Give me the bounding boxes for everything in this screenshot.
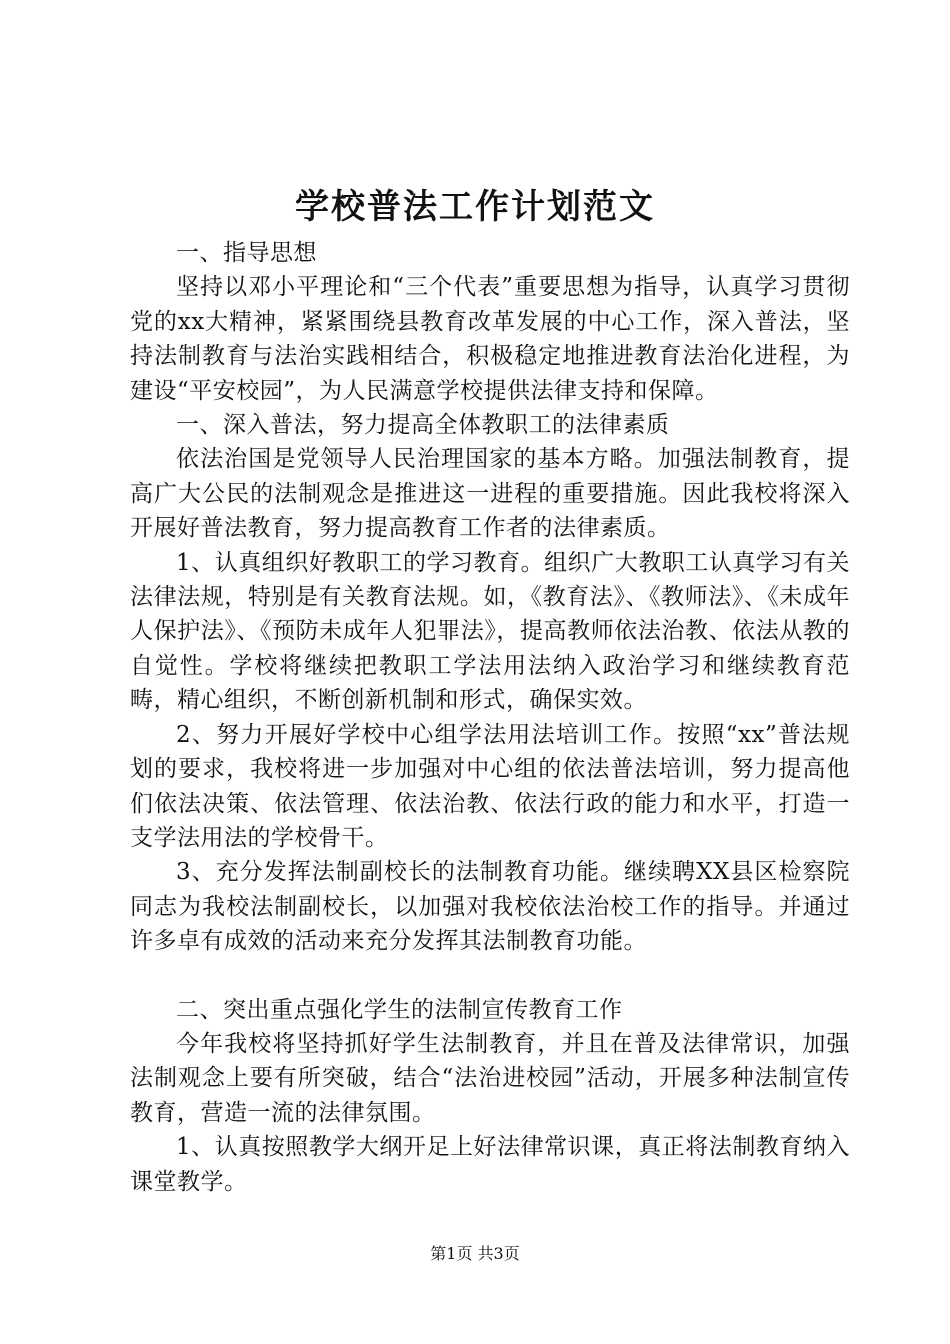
paragraph: 坚持以邓小平理论和“三个代表”重要思想为指导，认真学习贯彻党的xx大精神，紧紧围绕县教育改革发展的中心工作，深入普法，坚持法制教育与法治实践相结合，积极稳定地推进教育法治化进程，为建设“平安校园”，为人民满意学校提供法律支持和保障。 — [130, 274, 850, 404]
section-heading: 二、突出重点强化学生的法制宣传教育工作 — [176, 996, 623, 1023]
paragraph: 2、努力开展好学校中心组学法用法培训工作。按照“xx”普法规划的要求，我校将进一步加强对中心组的依法普法培训，努力提高他们依法决策、依法管理、依法治教、依法行政的能力和水平，打造一支学法用法的学校骨干。 — [130, 721, 850, 851]
paragraph: 依法治国是党领导人民治理国家的基本方略。加强法制教育，提高广大公民的法制观念是推进这一进程的重要措施。因此我校将深入开展好普法教育，努力提高教育工作者的法律素质。 — [130, 446, 850, 542]
blank-line — [130, 959, 850, 993]
paragraph: 3、充分发挥法制副校长的法制教育功能。继续聘XX县区检察院同志为我校法制副校长，以加强对我校依法治校工作的指导。并通过许多卓有成效的活动来充分发挥其法制教育功能。 — [130, 859, 850, 955]
document-body — [130, 236, 850, 1199]
document-title: 学校普法工作计划范文 — [295, 187, 655, 227]
section-heading: 一、深入普法，努力提高全体教职工的法律素质 — [176, 412, 670, 439]
paragraph: 今年我校将坚持抓好学生法制教育，并且在普及法律常识，加强法制观念上要有所突破，结合“法治进校园”活动，开展多种法制宣传教育，营造一流的法律氛围。 — [130, 1030, 850, 1126]
page-footer: 第1页 共3页 — [430, 1244, 520, 1263]
paragraph: 1、认真按照教学大纲开足上好法律常识课，真正将法制教育纳入课堂教学。 — [130, 1134, 850, 1195]
paragraph: 1、认真组织好教职工的学习教育。组织广大教职工认真学习有关法律法规，特别是有关教育法规。如，《教育法》、《教师法》、《未成年人保护法》、《预防未成年人犯罪法》，提高教师依法治教、依法从教的自觉性。学校将继续把教职工学法用法纳入政治学习和继续教育范畴，精心组织，不断创新机制和形式，确保实效。 — [130, 549, 850, 714]
section-heading: 一、指导思想 — [176, 240, 317, 266]
